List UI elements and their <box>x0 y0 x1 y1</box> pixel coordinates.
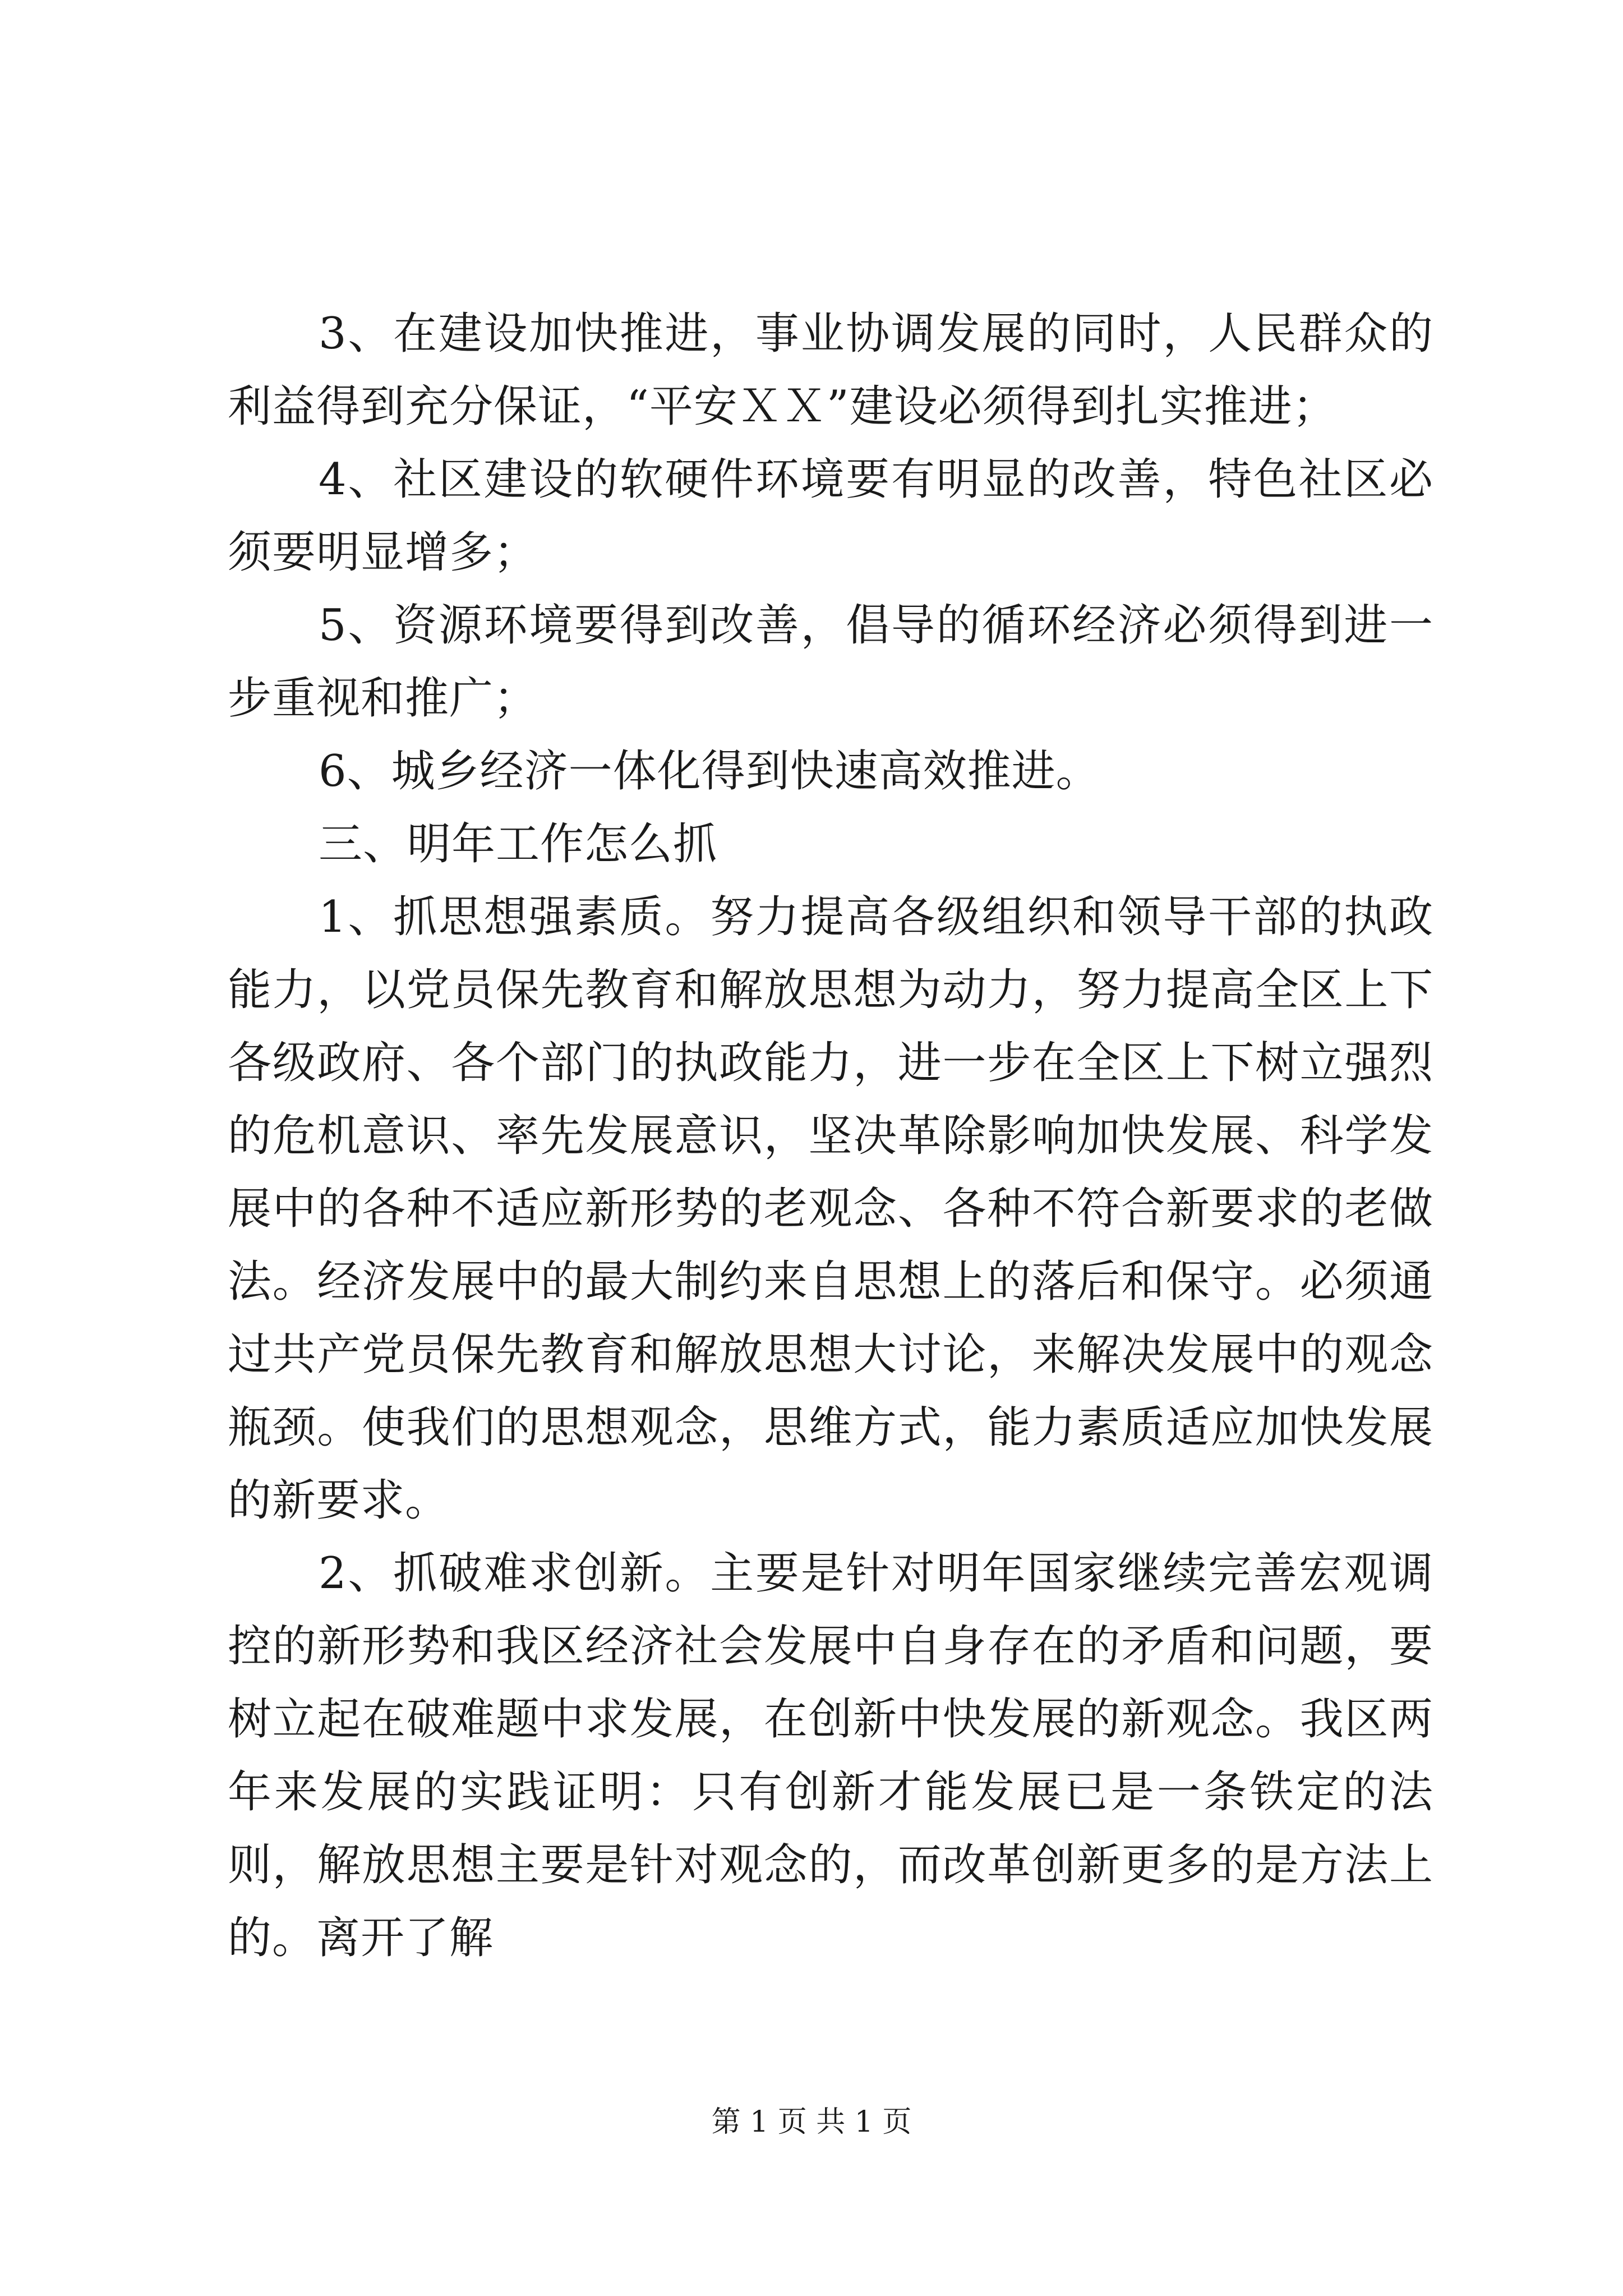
page-footer: 第 1 页 共 1 页 <box>711 2105 912 2139</box>
document-body <box>228 297 1433 1975</box>
paragraph-point-1: 1、抓思想强素质。努力提高各级组织和领导干部的执政能力，以党员保先教育和解放思想为动力，努力提高全区上下各级政府、各个部门的执政能力，进一步在全区上下树立强烈的危机意识、率先发展意识，坚决革除影响加快发展、科学发展中的各种不适应新形势的老观念、各种不符合新要求的老做法。经济发展中的最大制约来自思想上的落后和保守。必须通过共产党员保先教育和解放思想大讨论，来解决发展中的观念瓶颈。使我们的思想观念，思维方式，能力素质适应加快发展的新要求。 <box>228 892 1433 1526</box>
paragraph-item-5: 5、资源环境要得到改善，倡导的循环经济必须得到进一步重视和推广； <box>228 600 1433 724</box>
paragraph-point-2: 2、抓破难求创新。主要是针对明年国家继续完善宏观调控的新形势和我区经济社会发展中自身存在的矛盾和问题，要树立起在破难题中求发展，在创新中快发展的新观念。我区两年来发展的实践证明：只有创新才能发展已是一条铁定的法则，解放思想主要是针对观念的，而改革创新更多的是方法上的。离开了解 <box>228 1548 1433 1963</box>
section-heading-3: 三、明年工作怎么抓 <box>319 819 718 869</box>
paragraph-item-3: 3、在建设加快推进，事业协调发展的同时，人民群众的利益得到充分保证，“平安ＸＸ”建设必须得到扎实推进； <box>228 309 1433 432</box>
paragraph-item-4: 4、社区建设的软硬件环境要有明显的改善，特色社区必须要明显增多； <box>228 454 1433 578</box>
paragraph-item-6: 6、城乡经济一体化得到快速高效推进。 <box>319 746 1100 797</box>
